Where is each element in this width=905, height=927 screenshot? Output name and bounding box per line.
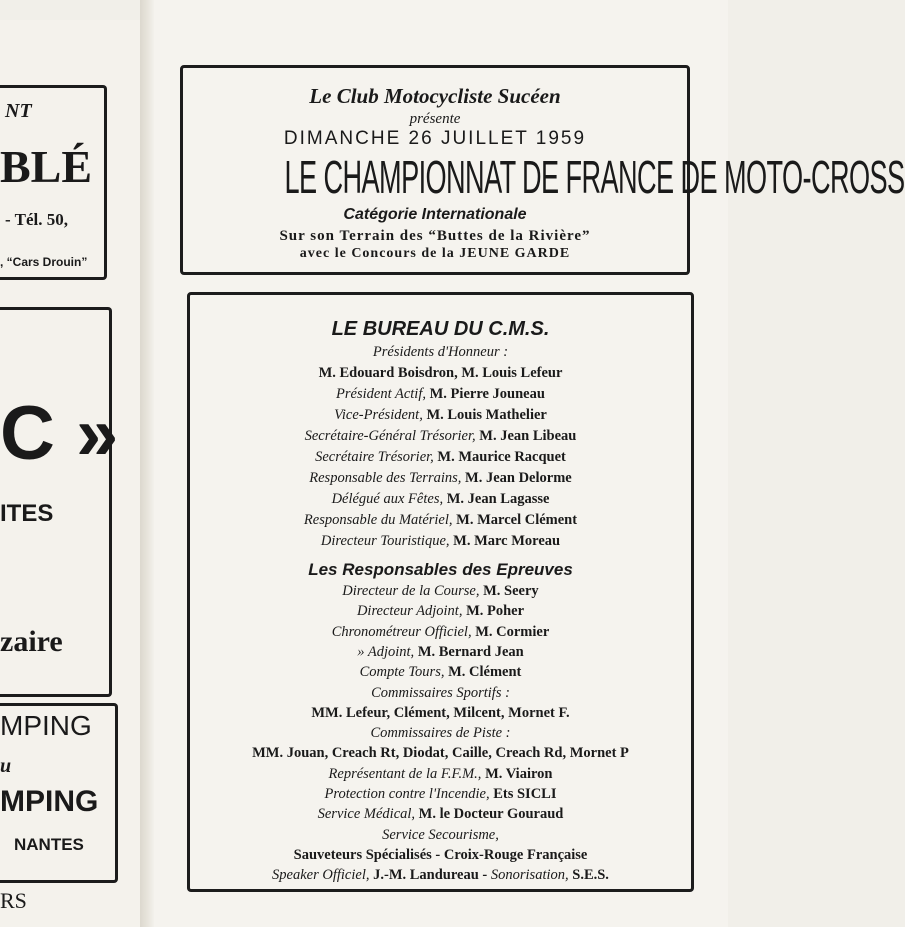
committee-row: [187, 583, 694, 600]
role-label: Commissaires Sportifs :: [371, 684, 510, 701]
role-label: Service Secourisme,: [382, 826, 499, 843]
role-label: Chronométreur Officiel,: [331, 623, 472, 640]
committee-row: [187, 512, 694, 529]
committee-row: [187, 705, 694, 722]
person-name: M. Seery: [483, 583, 539, 599]
role-label: Directeur Touristique,: [320, 533, 450, 549]
event-date: DIMANCHE 26 JUILLET 1959: [283, 128, 587, 149]
person-name: M. Jean Libeau: [479, 428, 577, 444]
role-label: Directeur de la Course,: [342, 583, 480, 599]
committee-row: [187, 470, 694, 487]
ad1-line3: - Tél. 50,: [5, 210, 68, 229]
presents: présente: [409, 111, 461, 127]
committee-row: [187, 827, 694, 844]
committee-row: [187, 428, 694, 445]
role-label: Président Actif,: [336, 386, 426, 402]
role-label: Responsable du Matériel,: [303, 512, 453, 528]
role-label: Sonorisation,: [490, 867, 569, 884]
role-label: Directeur Adjoint,: [356, 603, 463, 620]
person-name: M. Jean Delorme: [465, 470, 572, 486]
person-name: M. Edouard Boisdron, M. Louis Lefeur: [318, 365, 563, 381]
committee-row: [187, 491, 694, 508]
ad1-line2: BLÉ: [0, 141, 93, 192]
committee-row: [187, 624, 694, 641]
committee-row: [187, 786, 694, 803]
committee-row: [187, 664, 694, 681]
committee-row: [187, 386, 694, 403]
role-label: Service Médical,: [317, 806, 416, 823]
ad2-line2: ITES: [0, 500, 54, 527]
person-name: M. Marcel Clément: [456, 512, 578, 528]
person-name: M. Cormier: [475, 623, 550, 640]
person-name: M. Louis Mathelier: [426, 407, 547, 423]
role-label: Protection contre l'Incendie,: [324, 786, 490, 802]
left-page: [0, 20, 140, 927]
ad1-line4: , “Cars Drouin”: [0, 255, 88, 269]
ad2-line3: zaire: [0, 625, 63, 658]
event-title: LE CHAMPIONNAT DE FRANCE DE MOTO-CROSS: [284, 151, 905, 203]
committee-row: [187, 344, 694, 361]
venue: Sur son Terrain des “Buttes de la Rivière”: [279, 228, 591, 244]
person-name: M. Bernard Jean: [417, 643, 524, 660]
ad3-line3: MPING: [0, 785, 99, 818]
ad3-line4: NANTES: [14, 835, 84, 854]
person-name: M. Marc Moreau: [453, 533, 561, 549]
committee-row: [187, 766, 694, 783]
committee-row: [187, 867, 694, 884]
person-name: M. le Docteur Gouraud: [418, 806, 564, 823]
ad1-line1: NT: [5, 100, 32, 122]
person-name: MM. Lefeur, Clément, Milcent, Mornet F.: [311, 704, 570, 721]
person-name: Sauveteurs Spécialisés - Croix-Rouge Française: [293, 846, 588, 863]
contest: avec le Concours de la JEUNE GARDE: [299, 246, 571, 261]
person-name: J.-M. Landureau -: [373, 867, 491, 884]
committee-row: [187, 644, 694, 661]
category: Catégorie Internationale: [343, 206, 527, 223]
role-label: Responsable des Terrains,: [309, 470, 462, 486]
person-name: S.E.S.: [572, 867, 609, 884]
ad2-line1: C »: [0, 391, 119, 476]
person-name: M. Viairon: [485, 765, 553, 782]
ad3-line2: u: [0, 755, 12, 777]
bureau-heading: LE BUREAU DU C.M.S.: [331, 318, 550, 340]
person-name: M. Clément: [448, 664, 522, 681]
role-label: Délégué aux Fêtes,: [331, 491, 444, 507]
committee-row: [187, 685, 694, 702]
role-label: Compte Tours,: [359, 664, 445, 681]
committee-row: [187, 407, 694, 424]
committee-row: [187, 603, 694, 620]
club-name: Le Club Motocycliste Sucéen: [309, 84, 561, 108]
committee-row: [187, 745, 694, 762]
role-label: Présidents d'Honneur :: [372, 344, 509, 360]
right-page: [154, 0, 905, 927]
committee-row: [187, 533, 694, 550]
committee-row: [187, 365, 694, 382]
ad3-line1: MPING: [0, 710, 92, 741]
person-name: M. Pierre Jouneau: [429, 386, 545, 402]
person-name: MM. Jouan, Creach Rt, Diodat, Caille, Creach Rd, Mornet P: [252, 745, 629, 762]
committee-row: [187, 847, 694, 864]
ad3-line5: RS: [0, 888, 27, 913]
responsables-heading: Les Responsables des Epreuves: [308, 560, 573, 579]
person-name: Ets SICLI: [493, 786, 557, 802]
role-label: » Adjoint,: [357, 643, 415, 660]
committee-row: [187, 725, 694, 742]
role-label: Speaker Officiel,: [272, 867, 370, 884]
committee-row: [187, 449, 694, 466]
role-label: Commissaires de Piste :: [370, 725, 511, 742]
person-name: M. Poher: [466, 603, 525, 620]
role-label: Secrétaire-Général Trésorier,: [304, 428, 476, 444]
role-label: Représentant de la F.F.M.,: [328, 765, 482, 782]
person-name: M. Maurice Racquet: [437, 449, 566, 465]
role-label: Secrétaire Trésorier,: [315, 449, 434, 465]
person-name: M. Jean Lagasse: [446, 491, 550, 507]
page-gutter: [140, 0, 154, 927]
committee-row: [187, 806, 694, 823]
role-label: Vice-Président,: [334, 407, 423, 423]
